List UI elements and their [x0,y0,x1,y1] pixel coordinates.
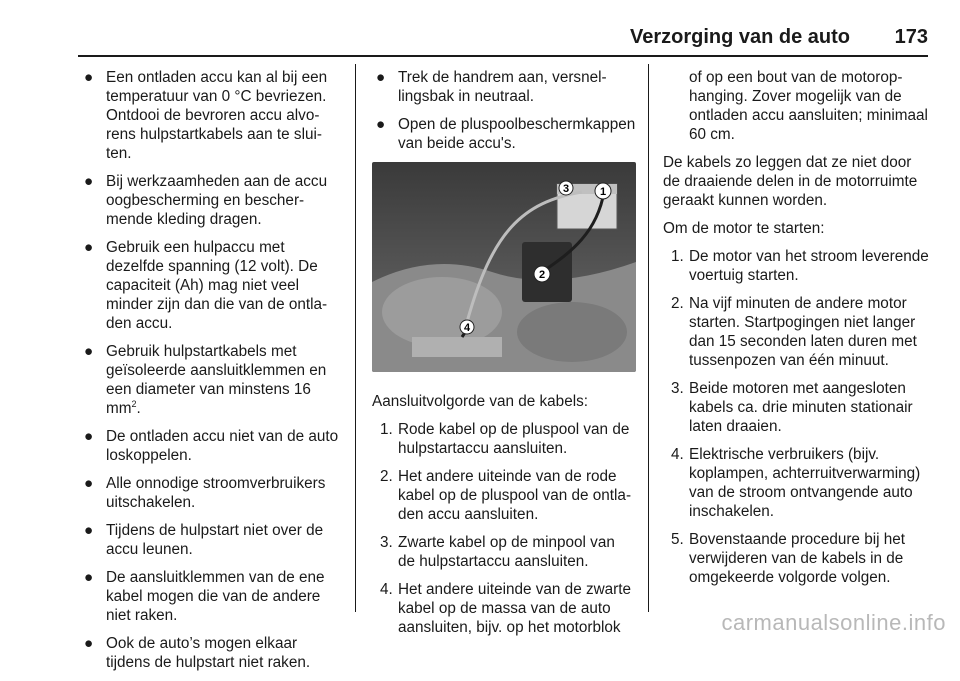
list-item: ● Gebruik hulpstartkabels met geïsoleerde aansluitklemmen en een diameter van minstens 16 $mm^2$. [84,343,327,417]
column-1 [80,68,342,681]
section-title: Verzorging van de auto [629,26,850,48]
list-item: ● Ook de auto’s mogen elkaar tijdens de hulpstart niet raken. [84,635,311,671]
list-item: ● De ontladen accu niet van de auto loskoppelen. [84,428,339,464]
step-continuation: of op een bout van de motorophanging. Zover mogelijk van de ontladen accu aansluiten; minimaal 60 cm. [689,69,928,143]
header-rule [78,55,928,57]
page-header [0,0,960,56]
list-item: ● De aansluitklemmen van de ene kabel mogen die van de andere niet raken. [84,569,325,624]
list-item: 3. Zwarte kabel op de minpool van de hulpstartaccu aansluiten. [380,534,615,570]
paragraph: Om de motor te starten: [663,220,825,237]
list-item: 1. Rode kabel op de pluspool van de hulpstartaccu aansluiten. [380,421,630,457]
list-item: 3. Beide motoren met aangesloten kabels ca. drie minuten stationair laten draaien. [671,380,913,435]
column-divider [648,64,649,612]
list-item: 1. De motor van het stroom leverende voertuig starten. [671,248,929,284]
watermark: carmanualsonline.info [721,610,946,635]
steps-intro: Aansluitvolgorde van de kabels: [372,393,588,410]
paragraph: De kabels zo leggen dat ze niet door de draaiende delen in de motorruimte geraakt kunnen worden. [663,154,918,209]
column-3 [663,68,931,596]
list-item: ● Trek de handrem aan, versnellingsbak in neutraal. [376,69,607,105]
page-number: 173 [894,26,928,48]
list-item: ● Een ontladen accu kan al bij een temperatuur van 0 °C bevriezen. Ontdooi de bevroren accu alvorens hulpstartkabels aan te sluiten. [84,69,328,162]
column-divider [355,64,356,612]
list-item: ● Bij werkzaamheden aan de accu oogbescherming en beschermende kleding dragen. [84,173,328,228]
list-item: 2. Na vijf minuten de andere motor starten. Startpogingen niet langer dan 15 seconden laten duren met tussenpozen van één minuut. [671,295,917,369]
list-item: 5. Bovenstaande procedure bij het verwijderen van de kabels in de omgekeerde volgorde volgen. [671,531,906,586]
column-2 [372,68,636,646]
callout-4-label: 4 [463,322,471,334]
list-item: 4. Het andere uiteinde van de zwarte kabel op de massa van de auto aansluiten, bijv. op het motorblok [380,581,632,636]
list-item: ● Open de pluspoolbeschermkappen van beide accu's. [376,116,636,152]
jump-start-engine-photo [372,162,636,372]
list-item: ● Alle onnodige stroomverbruikers uitschakelen. [84,475,326,511]
callout-2-label: 2 [538,269,546,281]
callout-1-label: 1 [599,186,607,198]
list-item: 4. Elektrische verbruikers (bijv. koplampen, achterruitverwarming) van de stroom ontvangende auto inschakelen. [671,446,921,520]
list-item: ● Gebruik een hulpaccu met dezelfde spanning (12 volt). De capaciteit (Ah) mag niet veel minder zijn dan die van de ontladen accu. [84,239,328,332]
list-item: ● Tijdens de hulpstart niet over de accu leunen. [84,522,324,558]
callout-3-label: 3 [562,183,570,195]
list-item: 2. Het andere uiteinde van de rode kabel op de pluspool van de ontladen accu aansluiten. [380,468,632,523]
